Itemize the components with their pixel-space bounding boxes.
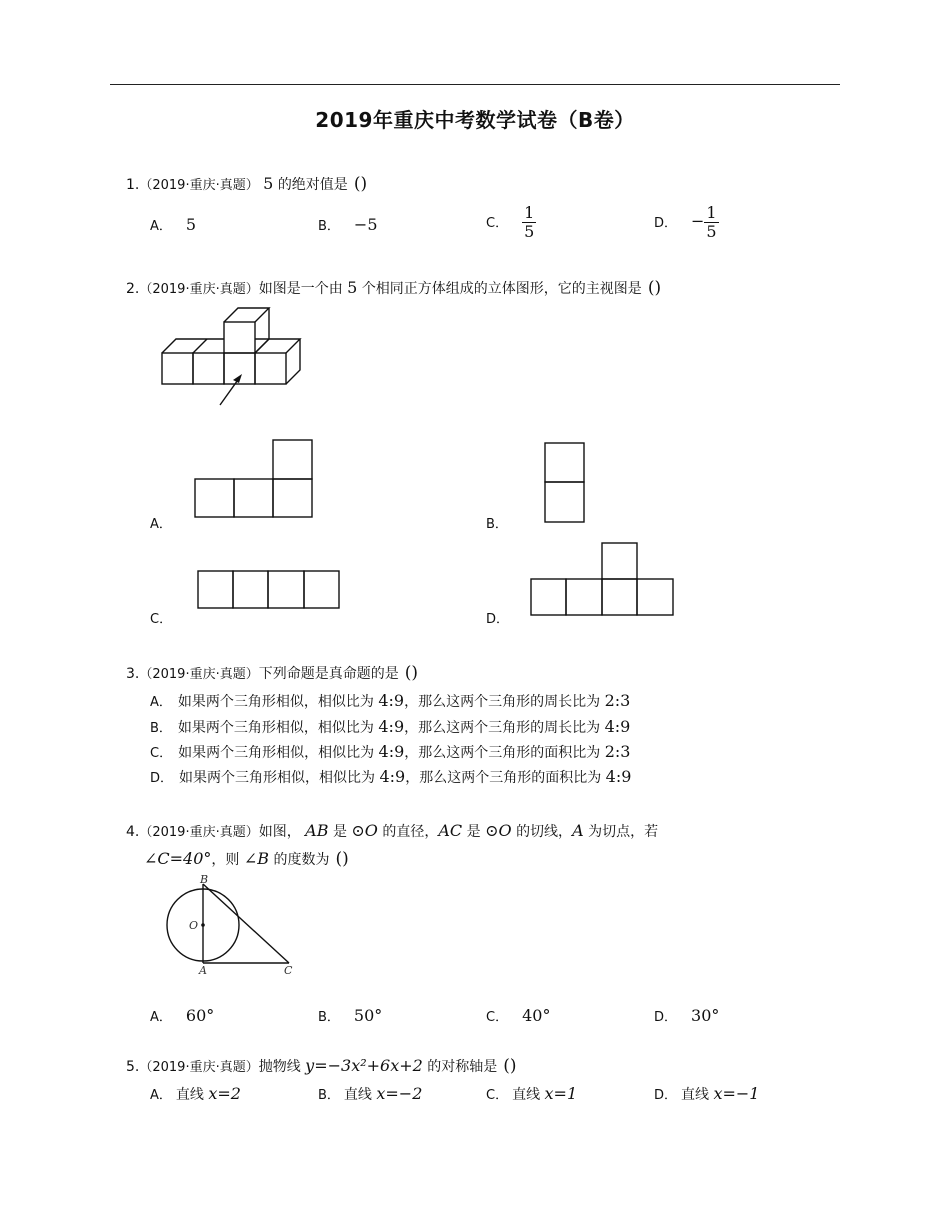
- label-a: A: [199, 964, 207, 977]
- question-source: （2019·重庆·真题）: [139, 282, 259, 297]
- option-text: 直线: [512, 1087, 541, 1103]
- q1-option-c[interactable]: [486, 204, 536, 241]
- q4-option-b[interactable]: [318, 1006, 382, 1028]
- option-label: A．: [150, 1088, 172, 1103]
- answer-paren: (): [404, 663, 418, 683]
- q2-option-b[interactable]: [486, 514, 522, 535]
- question-source: （2019·重庆·真题）: [139, 667, 259, 682]
- angle-b: ∠B: [243, 849, 270, 868]
- circle-tangent-figure: [160, 872, 300, 978]
- label-b: B: [200, 873, 209, 886]
- ratio: 4:9: [378, 691, 405, 710]
- option-value: 5: [185, 215, 197, 234]
- option-label: B．: [318, 1088, 340, 1103]
- option-label: C．: [150, 746, 173, 761]
- question-3: [126, 663, 418, 685]
- question-source: （2019·重庆·真题）: [139, 825, 259, 840]
- q2-option-c-figure[interactable]: [197, 570, 341, 610]
- ratio: 4:9: [379, 767, 406, 786]
- option-value: x=−2: [376, 1084, 423, 1103]
- q3-option-c[interactable]: [150, 742, 630, 764]
- q5-option-a[interactable]: [150, 1084, 241, 1106]
- q5-option-d[interactable]: [654, 1084, 759, 1106]
- question-1: [126, 174, 367, 196]
- option-label: B．: [318, 219, 340, 234]
- option-label: B．: [318, 1010, 340, 1025]
- ratio: 4:9: [378, 717, 405, 736]
- q1-option-b[interactable]: [318, 215, 378, 237]
- ratio: 2:3: [604, 691, 631, 710]
- question-text: 抛物线: [258, 1059, 301, 1075]
- fraction-numerator: 1: [706, 203, 717, 222]
- question-source: （2019·重庆·真题）: [139, 1060, 259, 1075]
- question-text: 的切线，: [516, 824, 573, 840]
- option-value: 30°: [691, 1006, 720, 1025]
- header-rule: [110, 84, 840, 85]
- q5-option-b[interactable]: [318, 1084, 422, 1106]
- answer-paren: (): [335, 849, 349, 869]
- segment-ab: AB: [305, 821, 329, 840]
- option-text: 如果两个三角形相似，相似比为: [178, 745, 375, 761]
- q2-option-d-figure[interactable]: [530, 542, 676, 618]
- option-value: x=−1: [713, 1084, 760, 1103]
- circle-o: ⊙O: [351, 821, 378, 840]
- q1-option-d[interactable]: [654, 204, 719, 241]
- option-sign: −: [691, 211, 705, 231]
- question-text: 的度数为: [273, 852, 330, 868]
- option-text: ，那么这两个三角形的面积比为: [405, 770, 602, 786]
- question-number: 1.: [126, 177, 140, 193]
- question-text: 如图是一个由: [258, 281, 343, 297]
- option-label: D．: [150, 771, 174, 786]
- option-label: A．: [150, 517, 172, 532]
- point-a: A: [572, 821, 584, 840]
- question-text: 的直径，: [382, 824, 439, 840]
- parabola-equation: y=−3x²+6x+2: [305, 1056, 423, 1075]
- answer-paren: (): [647, 278, 662, 298]
- option-text: 直线: [681, 1087, 710, 1103]
- question-number: 5.: [126, 1059, 140, 1075]
- label-o: O: [189, 919, 199, 932]
- fraction-denominator: 5: [524, 222, 535, 241]
- option-label: A．: [150, 1010, 172, 1025]
- question-4: [126, 818, 840, 873]
- q2-option-c[interactable]: [150, 609, 186, 630]
- answer-paren: (): [503, 1056, 517, 1076]
- question-text: 的绝对值是: [277, 177, 348, 193]
- question-text: 是: [332, 824, 347, 840]
- option-text: 如果两个三角形相似，相似比为: [179, 770, 376, 786]
- cube-solid-figure: [150, 305, 310, 410]
- q5-option-c[interactable]: [486, 1084, 577, 1106]
- option-label: A．: [150, 219, 172, 234]
- option-text: ，那么这两个三角形的面积比为: [404, 745, 601, 761]
- option-text: ，那么这两个三角形的周长比为: [404, 720, 601, 736]
- q3-option-b[interactable]: [150, 717, 630, 739]
- option-label: D．: [654, 1088, 678, 1103]
- fraction-denominator: 5: [706, 222, 717, 241]
- q4-option-c[interactable]: [486, 1006, 550, 1028]
- question-2: [126, 278, 661, 300]
- question-text: ，则: [211, 852, 240, 868]
- q2-option-d[interactable]: [486, 609, 523, 630]
- option-text: 如果两个三角形相似，相似比为: [177, 720, 374, 736]
- ratio: 4:9: [604, 717, 631, 736]
- q4-option-a[interactable]: [150, 1006, 214, 1028]
- option-label: A．: [150, 695, 172, 710]
- option-fraction: [522, 204, 536, 241]
- option-value: 60°: [185, 1006, 215, 1025]
- q1-value: 5: [263, 174, 274, 193]
- option-label: C．: [150, 612, 173, 627]
- q1-option-a[interactable]: [150, 215, 196, 237]
- option-label: D．: [486, 612, 510, 627]
- q2-count: 5: [347, 278, 358, 297]
- option-fraction: [704, 204, 718, 241]
- question-text: 为切点，若: [588, 824, 659, 840]
- circle-o: ⊙O: [485, 821, 512, 840]
- ratio: 4:9: [605, 767, 632, 786]
- option-text: 如果两个三角形相似，相似比为: [177, 694, 374, 710]
- option-label: C．: [486, 1010, 509, 1025]
- angle-c: ∠C=40°: [144, 849, 212, 868]
- ratio: 4:9: [378, 742, 405, 761]
- question-text: 的对称轴是: [427, 1059, 498, 1075]
- option-value: −5: [353, 215, 378, 234]
- q4-option-d[interactable]: [654, 1006, 719, 1028]
- question-5: [126, 1056, 517, 1078]
- option-text: 直线: [175, 1087, 204, 1103]
- option-label: B．: [486, 517, 508, 532]
- q3-option-a[interactable]: [150, 691, 630, 713]
- ratio: 2:3: [604, 742, 631, 761]
- option-value: x=2: [208, 1084, 241, 1103]
- q3-option-d[interactable]: [150, 767, 631, 789]
- segment-ac: AC: [438, 821, 463, 840]
- question-text: 下列命题是真命题的是: [258, 666, 399, 682]
- option-label: C．: [486, 215, 509, 231]
- option-label: D．: [654, 1010, 678, 1025]
- question-text: 如图，: [258, 824, 301, 840]
- page-title: 2019年重庆中考数学试卷（B卷）: [315, 108, 635, 132]
- option-value: 40°: [522, 1006, 551, 1025]
- option-value: x=1: [544, 1084, 578, 1103]
- label-c: C: [284, 964, 293, 977]
- fraction-numerator: 1: [524, 203, 535, 222]
- option-label: B．: [150, 721, 172, 736]
- option-label: C．: [486, 1088, 509, 1103]
- question-number: 4.: [126, 824, 140, 840]
- question-number: 2.: [126, 281, 140, 297]
- question-number: 3.: [126, 666, 140, 682]
- option-text: ，那么这两个三角形的周长比为: [404, 694, 601, 710]
- answer-paren: (): [353, 174, 368, 194]
- option-label: D．: [654, 215, 678, 231]
- q2-option-a-figure[interactable]: [194, 439, 314, 519]
- q2-option-a[interactable]: [150, 514, 186, 535]
- question-source: （2019·重庆·真题）: [139, 178, 259, 193]
- q2-option-b-figure[interactable]: [544, 442, 586, 524]
- question-text: 个相同正方体组成的立体图形，它的主视图是: [361, 281, 642, 297]
- question-text: 是: [466, 824, 481, 840]
- option-value: 50°: [353, 1006, 383, 1025]
- option-text: 直线: [343, 1087, 372, 1103]
